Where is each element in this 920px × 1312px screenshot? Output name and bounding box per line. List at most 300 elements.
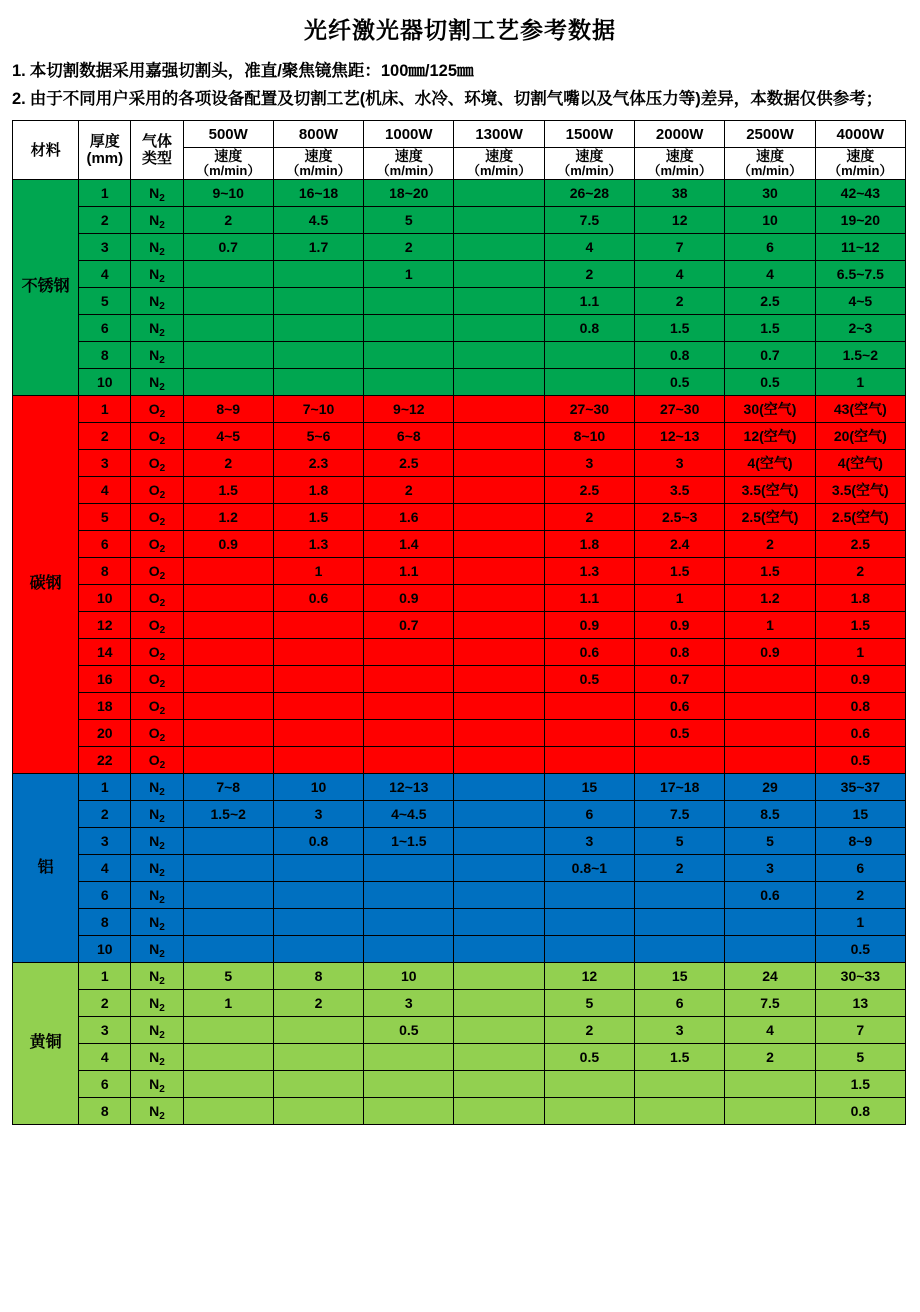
speed-cell bbox=[454, 612, 544, 639]
gas-type-cell: $N_2$ bbox=[131, 342, 183, 369]
table-row bbox=[13, 1017, 906, 1044]
header-power-500w: 500W bbox=[183, 121, 273, 148]
header-speed-1300w bbox=[454, 148, 544, 180]
table-row bbox=[13, 855, 906, 882]
speed-cell: 6 bbox=[544, 801, 634, 828]
speed-cell bbox=[544, 909, 634, 936]
speed-cell: 9~10 bbox=[183, 180, 273, 207]
table-row bbox=[13, 504, 906, 531]
speed-label: 速度 bbox=[665, 148, 694, 165]
thickness-cell: 4 bbox=[79, 261, 131, 288]
speed-cell bbox=[454, 1017, 544, 1044]
speed-label: 速度 bbox=[575, 148, 604, 165]
speed-cell: 16~18 bbox=[273, 180, 363, 207]
speed-cell: 0.7 bbox=[725, 342, 815, 369]
speed-cell bbox=[364, 1071, 454, 1098]
speed-unit: （m/min） bbox=[737, 163, 803, 179]
speed-cell bbox=[183, 1071, 273, 1098]
speed-cell bbox=[454, 342, 544, 369]
speed-cell: 2 bbox=[544, 1017, 634, 1044]
speed-cell bbox=[725, 747, 815, 774]
speed-cell bbox=[454, 990, 544, 1017]
speed-label: 速度 bbox=[485, 148, 514, 165]
gas-type-cell: $N_2$ bbox=[131, 909, 183, 936]
speed-cell bbox=[454, 936, 544, 963]
speed-cell: 5 bbox=[815, 1044, 905, 1071]
speed-cell: 7~10 bbox=[273, 396, 363, 423]
header-power-1300w: 1300W bbox=[454, 121, 544, 148]
speed-cell: 3 bbox=[725, 855, 815, 882]
thickness-cell: 8 bbox=[79, 342, 131, 369]
speed-cell: 0.6 bbox=[725, 882, 815, 909]
speed-cell: 1 bbox=[815, 909, 905, 936]
header-speed-1000w bbox=[364, 148, 454, 180]
speed-cell: 6 bbox=[635, 990, 725, 1017]
speed-cell: 30 bbox=[725, 180, 815, 207]
speed-cell: 19~20 bbox=[815, 207, 905, 234]
speed-cell bbox=[454, 315, 544, 342]
thickness-cell: 2 bbox=[79, 801, 131, 828]
speed-unit: （m/min） bbox=[196, 163, 261, 179]
table-row bbox=[13, 990, 906, 1017]
speed-cell: 1 bbox=[635, 585, 725, 612]
speed-cell: 2.5 bbox=[364, 450, 454, 477]
speed-cell: 1~1.5 bbox=[364, 828, 454, 855]
speed-cell bbox=[183, 288, 273, 315]
thickness-cell: 10 bbox=[79, 936, 131, 963]
speed-cell: 3 bbox=[544, 828, 634, 855]
speed-cell: 1.3 bbox=[544, 558, 634, 585]
speed-cell: 0.5 bbox=[544, 666, 634, 693]
table-row bbox=[13, 585, 906, 612]
speed-cell: 30(空气) bbox=[725, 396, 815, 423]
gas-type-cell: $N_2$ bbox=[131, 207, 183, 234]
speed-cell: 1.5~2 bbox=[815, 342, 905, 369]
header-power-1000w: 1000W bbox=[364, 121, 454, 148]
speed-cell: 0.9 bbox=[815, 666, 905, 693]
speed-cell bbox=[454, 1044, 544, 1071]
speed-cell bbox=[544, 1098, 634, 1125]
material-cell: 不锈钢 bbox=[13, 180, 79, 396]
table-row bbox=[13, 450, 906, 477]
speed-cell: 4~5 bbox=[183, 423, 273, 450]
speed-cell: 3.5(空气) bbox=[725, 477, 815, 504]
header-gas-label: 气体 bbox=[141, 132, 172, 150]
thickness-cell: 16 bbox=[79, 666, 131, 693]
table-row bbox=[13, 477, 906, 504]
header-speed-2500w bbox=[725, 148, 815, 180]
speed-cell bbox=[725, 720, 815, 747]
speed-cell: 1 bbox=[364, 261, 454, 288]
table-row bbox=[13, 315, 906, 342]
speed-cell: 0.6 bbox=[273, 585, 363, 612]
speed-cell: 27~30 bbox=[544, 396, 634, 423]
speed-cell bbox=[364, 909, 454, 936]
table-row bbox=[13, 1071, 906, 1098]
speed-cell: 3 bbox=[364, 990, 454, 1017]
thickness-cell: 10 bbox=[79, 585, 131, 612]
gas-type-cell: $N_2$ bbox=[131, 180, 183, 207]
speed-cell bbox=[183, 666, 273, 693]
table-row bbox=[13, 396, 906, 423]
material-cell: 铝 bbox=[13, 774, 79, 963]
speed-cell: 0.8 bbox=[635, 342, 725, 369]
speed-cell: 3 bbox=[635, 1017, 725, 1044]
thickness-cell: 3 bbox=[79, 234, 131, 261]
speed-cell bbox=[273, 1071, 363, 1098]
header-power-2000w: 2000W bbox=[635, 121, 725, 148]
thickness-cell: 2 bbox=[79, 423, 131, 450]
speed-cell bbox=[544, 1071, 634, 1098]
speed-label: 速度 bbox=[214, 148, 243, 165]
speed-cell bbox=[364, 936, 454, 963]
header-power-2500w: 2500W bbox=[725, 121, 815, 148]
speed-cell bbox=[364, 720, 454, 747]
header-gas-unit: 类型 bbox=[141, 150, 172, 168]
speed-cell bbox=[364, 639, 454, 666]
gas-type-cell: $N_2$ bbox=[131, 855, 183, 882]
speed-cell: 3 bbox=[635, 450, 725, 477]
gas-type-cell: $N_2$ bbox=[131, 1017, 183, 1044]
speed-cell: 1.5 bbox=[725, 315, 815, 342]
speed-cell: 1.5 bbox=[635, 558, 725, 585]
speed-cell: 1.6 bbox=[364, 504, 454, 531]
speed-cell bbox=[273, 342, 363, 369]
speed-cell: 8 bbox=[273, 963, 363, 990]
gas-type-cell: $N_2$ bbox=[131, 288, 183, 315]
speed-cell bbox=[183, 882, 273, 909]
speed-cell: 20(空气) bbox=[815, 423, 905, 450]
speed-cell: 5 bbox=[725, 828, 815, 855]
speed-cell: 6 bbox=[725, 234, 815, 261]
gas-type-cell: $O_2$ bbox=[131, 639, 183, 666]
header-thickness bbox=[79, 121, 131, 180]
speed-cell: 0.8 bbox=[815, 1098, 905, 1125]
speed-cell: 1.5 bbox=[635, 315, 725, 342]
speed-cell: 1 bbox=[725, 612, 815, 639]
speed-cell: 6.5~7.5 bbox=[815, 261, 905, 288]
table-body bbox=[13, 180, 906, 1125]
speed-cell bbox=[273, 1044, 363, 1071]
speed-cell bbox=[454, 369, 544, 396]
speed-cell: 0.8 bbox=[815, 693, 905, 720]
speed-cell: 2 bbox=[364, 234, 454, 261]
table-row bbox=[13, 747, 906, 774]
thickness-cell: 6 bbox=[79, 315, 131, 342]
gas-type-cell: $O_2$ bbox=[131, 747, 183, 774]
speed-cell bbox=[725, 1098, 815, 1125]
speed-cell: 1.1 bbox=[364, 558, 454, 585]
gas-type-cell: $O_2$ bbox=[131, 666, 183, 693]
speed-cell: 1.5 bbox=[815, 612, 905, 639]
document-page bbox=[0, 12, 920, 1312]
table-row bbox=[13, 261, 906, 288]
speed-cell: 1.5 bbox=[635, 1044, 725, 1071]
speed-cell: 15 bbox=[635, 963, 725, 990]
thickness-cell: 8 bbox=[79, 558, 131, 585]
speed-cell: 0.8~1 bbox=[544, 855, 634, 882]
header-speed-1500w bbox=[544, 148, 634, 180]
speed-cell bbox=[544, 693, 634, 720]
speed-cell: 13 bbox=[815, 990, 905, 1017]
speed-cell bbox=[544, 747, 634, 774]
thickness-cell: 22 bbox=[79, 747, 131, 774]
speed-cell: 2 bbox=[544, 261, 634, 288]
header-material: 材料 bbox=[13, 121, 79, 180]
thickness-cell: 5 bbox=[79, 504, 131, 531]
speed-label: 速度 bbox=[304, 148, 333, 165]
speed-cell bbox=[183, 909, 273, 936]
speed-cell bbox=[273, 612, 363, 639]
speed-cell: 1 bbox=[183, 990, 273, 1017]
speed-cell bbox=[454, 747, 544, 774]
speed-cell bbox=[364, 882, 454, 909]
thickness-cell: 4 bbox=[79, 855, 131, 882]
thickness-cell: 1 bbox=[79, 963, 131, 990]
gas-type-cell: $O_2$ bbox=[131, 450, 183, 477]
speed-unit: （m/min） bbox=[828, 163, 893, 179]
speed-cell: 29 bbox=[725, 774, 815, 801]
speed-cell bbox=[183, 369, 273, 396]
speed-unit: （m/min） bbox=[286, 163, 351, 179]
table-row bbox=[13, 234, 906, 261]
note-text: 本切割数据采用嘉强切割头，准直/聚焦镜焦距：100㎜/125㎜ bbox=[29, 62, 474, 80]
speed-cell: 2.5~3 bbox=[635, 504, 725, 531]
page-title: 光纤激光器切割工艺参考数据 bbox=[304, 17, 616, 43]
speed-cell: 0.7 bbox=[364, 612, 454, 639]
table-row bbox=[13, 1044, 906, 1071]
speed-cell: 2.5 bbox=[725, 288, 815, 315]
speed-unit: （m/min） bbox=[647, 163, 712, 179]
speed-cell bbox=[364, 855, 454, 882]
speed-cell bbox=[364, 288, 454, 315]
speed-cell bbox=[183, 612, 273, 639]
speed-cell bbox=[273, 936, 363, 963]
table-row bbox=[13, 936, 906, 963]
speed-unit: （m/min） bbox=[376, 163, 441, 179]
speed-cell bbox=[273, 693, 363, 720]
speed-cell bbox=[273, 720, 363, 747]
speed-cell: 2 bbox=[183, 207, 273, 234]
speed-cell bbox=[273, 315, 363, 342]
speed-cell bbox=[544, 369, 634, 396]
thickness-cell: 8 bbox=[79, 1098, 131, 1125]
speed-cell bbox=[544, 882, 634, 909]
note-item bbox=[12, 87, 908, 113]
note-text: 由于不同用户采用的各项设备配置及切割工艺(机床、水冷、环境、切割气嘴以及气体压力等)差异，本数据仅供参考； bbox=[29, 89, 883, 108]
gas-type-cell: $O_2$ bbox=[131, 720, 183, 747]
table-row bbox=[13, 801, 906, 828]
speed-cell: 6 bbox=[815, 855, 905, 882]
note-item bbox=[12, 59, 908, 85]
speed-cell: 7~8 bbox=[183, 774, 273, 801]
thickness-cell: 6 bbox=[79, 531, 131, 558]
speed-cell: 1.5~2 bbox=[183, 801, 273, 828]
speed-cell: 0.9 bbox=[725, 639, 815, 666]
speed-cell bbox=[454, 720, 544, 747]
speed-label: 速度 bbox=[755, 148, 784, 165]
speed-cell: 0.8 bbox=[635, 639, 725, 666]
speed-cell bbox=[635, 936, 725, 963]
speed-cell bbox=[364, 693, 454, 720]
header-thickness-label: 厚度 bbox=[89, 132, 120, 150]
speed-cell: 2 bbox=[815, 882, 905, 909]
speed-cell bbox=[273, 288, 363, 315]
speed-cell: 11~12 bbox=[815, 234, 905, 261]
speed-cell: 0.6 bbox=[815, 720, 905, 747]
material-cell: 碳钢 bbox=[13, 396, 79, 774]
speed-cell: 0.9 bbox=[183, 531, 273, 558]
speed-cell: 12(空气) bbox=[725, 423, 815, 450]
speed-cell bbox=[454, 774, 544, 801]
speed-cell: 0.5 bbox=[635, 369, 725, 396]
notes-block bbox=[12, 59, 908, 112]
speed-cell: 2 bbox=[725, 531, 815, 558]
speed-cell: 26~28 bbox=[544, 180, 634, 207]
speed-cell: 0.6 bbox=[544, 639, 634, 666]
table-row bbox=[13, 612, 906, 639]
table-row bbox=[13, 1098, 906, 1125]
speed-cell bbox=[364, 666, 454, 693]
table-row bbox=[13, 207, 906, 234]
speed-cell: 18~20 bbox=[364, 180, 454, 207]
speed-unit: （m/min） bbox=[557, 163, 622, 179]
table-row bbox=[13, 342, 906, 369]
speed-cell: 5 bbox=[183, 963, 273, 990]
speed-cell: 12~13 bbox=[364, 774, 454, 801]
gas-type-cell: $O_2$ bbox=[131, 423, 183, 450]
speed-cell: 4 bbox=[725, 1017, 815, 1044]
speed-cell bbox=[183, 1098, 273, 1125]
speed-cell: 5 bbox=[364, 207, 454, 234]
gas-type-cell: $O_2$ bbox=[131, 612, 183, 639]
speed-cell bbox=[454, 531, 544, 558]
speed-cell: 1.2 bbox=[725, 585, 815, 612]
gas-type-cell: $N_2$ bbox=[131, 882, 183, 909]
gas-type-cell: $O_2$ bbox=[131, 477, 183, 504]
table-row bbox=[13, 882, 906, 909]
gas-type-cell: $N_2$ bbox=[131, 774, 183, 801]
speed-cell: 1.1 bbox=[544, 585, 634, 612]
speed-cell: 0.8 bbox=[544, 315, 634, 342]
speed-cell bbox=[454, 963, 544, 990]
thickness-cell: 18 bbox=[79, 693, 131, 720]
speed-cell: 12 bbox=[635, 207, 725, 234]
speed-cell: 1.8 bbox=[815, 585, 905, 612]
speed-cell: 1.8 bbox=[273, 477, 363, 504]
speed-cell bbox=[454, 666, 544, 693]
speed-cell: 1.5 bbox=[815, 1071, 905, 1098]
speed-cell bbox=[544, 720, 634, 747]
speed-cell bbox=[454, 180, 544, 207]
table-row bbox=[13, 558, 906, 585]
speed-cell: 0.7 bbox=[635, 666, 725, 693]
speed-cell: 0.5 bbox=[725, 369, 815, 396]
speed-cell bbox=[364, 369, 454, 396]
speed-cell: 5~6 bbox=[273, 423, 363, 450]
speed-cell bbox=[454, 288, 544, 315]
speed-cell: 3 bbox=[544, 450, 634, 477]
gas-type-cell: $N_2$ bbox=[131, 1044, 183, 1071]
speed-cell bbox=[183, 720, 273, 747]
speed-cell: 4(空气) bbox=[815, 450, 905, 477]
table-row bbox=[13, 909, 906, 936]
cutting-parameters-table bbox=[12, 120, 906, 1125]
thickness-cell: 2 bbox=[79, 990, 131, 1017]
note-number: 1. bbox=[12, 62, 26, 80]
speed-cell: 2.5 bbox=[815, 531, 905, 558]
speed-cell: 0.9 bbox=[544, 612, 634, 639]
speed-cell: 2.5(空气) bbox=[725, 504, 815, 531]
speed-cell bbox=[183, 855, 273, 882]
header-gas bbox=[131, 121, 183, 180]
table-row bbox=[13, 828, 906, 855]
speed-cell: 7 bbox=[635, 234, 725, 261]
speed-cell bbox=[273, 639, 363, 666]
speed-cell: 0.5 bbox=[815, 936, 905, 963]
speed-cell: 4 bbox=[725, 261, 815, 288]
thickness-cell: 1 bbox=[79, 396, 131, 423]
speed-cell: 9~12 bbox=[364, 396, 454, 423]
speed-cell bbox=[635, 909, 725, 936]
speed-cell: 0.9 bbox=[364, 585, 454, 612]
speed-cell: 5 bbox=[544, 990, 634, 1017]
note-number: 2. bbox=[12, 89, 26, 108]
speed-cell: 2 bbox=[364, 477, 454, 504]
speed-label: 速度 bbox=[846, 148, 875, 165]
speed-cell: 2.4 bbox=[635, 531, 725, 558]
speed-cell bbox=[454, 261, 544, 288]
speed-cell: 4 bbox=[544, 234, 634, 261]
speed-cell: 0.5 bbox=[635, 720, 725, 747]
speed-cell: 4 bbox=[635, 261, 725, 288]
speed-cell bbox=[725, 666, 815, 693]
speed-cell: 1 bbox=[815, 369, 905, 396]
speed-cell: 8~10 bbox=[544, 423, 634, 450]
speed-cell bbox=[364, 1098, 454, 1125]
speed-cell bbox=[454, 801, 544, 828]
speed-cell bbox=[364, 1044, 454, 1071]
gas-type-cell: $O_2$ bbox=[131, 558, 183, 585]
speed-cell: 0.9 bbox=[635, 612, 725, 639]
speed-cell: 2 bbox=[183, 450, 273, 477]
speed-cell: 42~43 bbox=[815, 180, 905, 207]
speed-cell bbox=[544, 936, 634, 963]
speed-cell: 7.5 bbox=[635, 801, 725, 828]
speed-cell bbox=[273, 1098, 363, 1125]
speed-cell bbox=[183, 639, 273, 666]
speed-cell: 1 bbox=[815, 639, 905, 666]
speed-cell bbox=[183, 1017, 273, 1044]
gas-type-cell: $N_2$ bbox=[131, 801, 183, 828]
speed-cell: 2 bbox=[273, 990, 363, 1017]
speed-cell: 35~37 bbox=[815, 774, 905, 801]
speed-cell bbox=[635, 1098, 725, 1125]
speed-cell: 2 bbox=[635, 288, 725, 315]
thickness-cell: 5 bbox=[79, 288, 131, 315]
header-power-800w: 800W bbox=[273, 121, 363, 148]
speed-cell bbox=[183, 315, 273, 342]
speed-cell bbox=[273, 882, 363, 909]
gas-type-cell: $N_2$ bbox=[131, 990, 183, 1017]
thickness-cell: 3 bbox=[79, 1017, 131, 1044]
speed-cell bbox=[725, 936, 815, 963]
header-thickness-unit: (mm) bbox=[86, 150, 124, 168]
speed-cell: 1.7 bbox=[273, 234, 363, 261]
speed-cell bbox=[635, 882, 725, 909]
speed-cell bbox=[454, 1071, 544, 1098]
speed-cell: 1.1 bbox=[544, 288, 634, 315]
